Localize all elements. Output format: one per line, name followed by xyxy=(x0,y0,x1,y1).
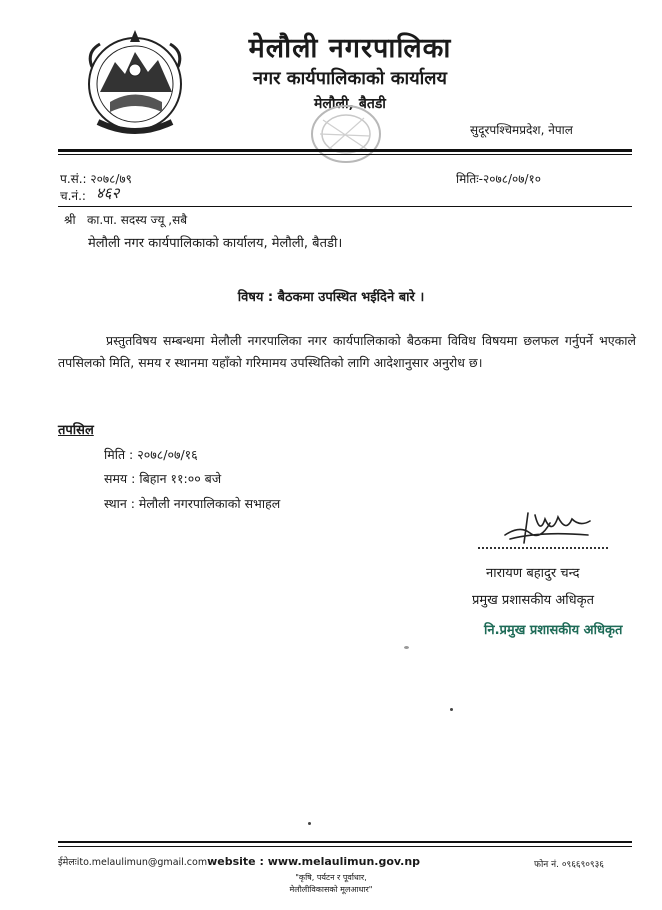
recipient-line-2: मेलौली नगर कार्यपालिकाको कार्यालय, मेलौली, बैतडी। xyxy=(88,236,343,251)
nepal-government-emblem-icon xyxy=(80,22,190,140)
details-heading: तपसिल xyxy=(58,423,94,438)
footer-divider-thin xyxy=(58,846,632,847)
patra-sankhya: प.सं.: २०७८/७९ xyxy=(60,172,132,186)
scan-speck xyxy=(308,822,311,825)
province-label: सुदूरपश्चिमप्रदेश, नेपाल xyxy=(470,123,573,137)
header-divider-thin xyxy=(58,154,632,155)
signatory-title: प्रमुख प्रशासकीय अधिकृत xyxy=(472,593,595,608)
scan-speck xyxy=(404,646,409,649)
reference-divider xyxy=(58,206,632,207)
meeting-time: समय : बिहान ११:०० बजे xyxy=(104,471,222,486)
footer-divider xyxy=(58,841,632,843)
footer-phone: फोन नं. ०९६६९०९३६ xyxy=(534,860,604,870)
email-label: ईमेलः xyxy=(58,857,77,868)
scan-speck xyxy=(450,708,453,711)
faint-seal-stamp-icon xyxy=(298,100,384,170)
recipient-line-1: श्री का.पा. सदस्य ज्यू ,सबै xyxy=(64,213,188,227)
footer-contact xyxy=(58,855,420,868)
meeting-date: मिति : २०७८/०७/१६ xyxy=(104,447,198,462)
letter-date: मितिः-२०७८/०७/१० xyxy=(456,172,541,186)
footer-slogan-line-2: मेलौलीविकासको मूलआधार" xyxy=(289,885,373,894)
header-divider xyxy=(58,149,632,152)
meeting-place: स्थान : मेलौली नगरपालिकाको सभाहल xyxy=(104,496,281,511)
letter-body: प्रस्तुतविषय सम्बन्धमा मेलौली नगरपालिका नगर कार्यपालिकाको बैठकमा विविध विषयमा छलफल गर्नुपर्ने भएकाले तपसिलको मिति, समय र स्थानमा यहाँको गरिमामय उपस्थितिको लागि आदेशानुसार अनुरोध छ। xyxy=(58,333,636,370)
office-name: मेलौली नगरपालिका xyxy=(248,33,452,64)
signature-line xyxy=(478,547,608,549)
chalani-number-label: च.नं.: xyxy=(60,189,86,203)
website-link[interactable]: website : www.melaulimun.gov.np xyxy=(207,855,421,868)
chalani-number-handwritten: ४६२ xyxy=(96,184,120,202)
email-address[interactable]: ito.melaulimun@gmail.com xyxy=(76,857,208,868)
footer-slogan-line-1: "कृषि, पर्यटन र पूर्वाधार, xyxy=(295,873,367,882)
handwritten-signature-icon xyxy=(500,505,595,547)
designation-stamp: नि.प्रमुख प्रशासकीय अधिकृत xyxy=(484,623,623,638)
letter-subject: विषय : बैठकमा उपस्थित भईदिने बारे । xyxy=(237,290,425,305)
office-subtitle: नगर कार्यपालिकाको कार्यालय xyxy=(253,68,447,89)
office-location: मेलौली, बैतडी xyxy=(314,96,386,112)
signatory-name: नारायण बहादुर चन्द xyxy=(486,566,580,581)
